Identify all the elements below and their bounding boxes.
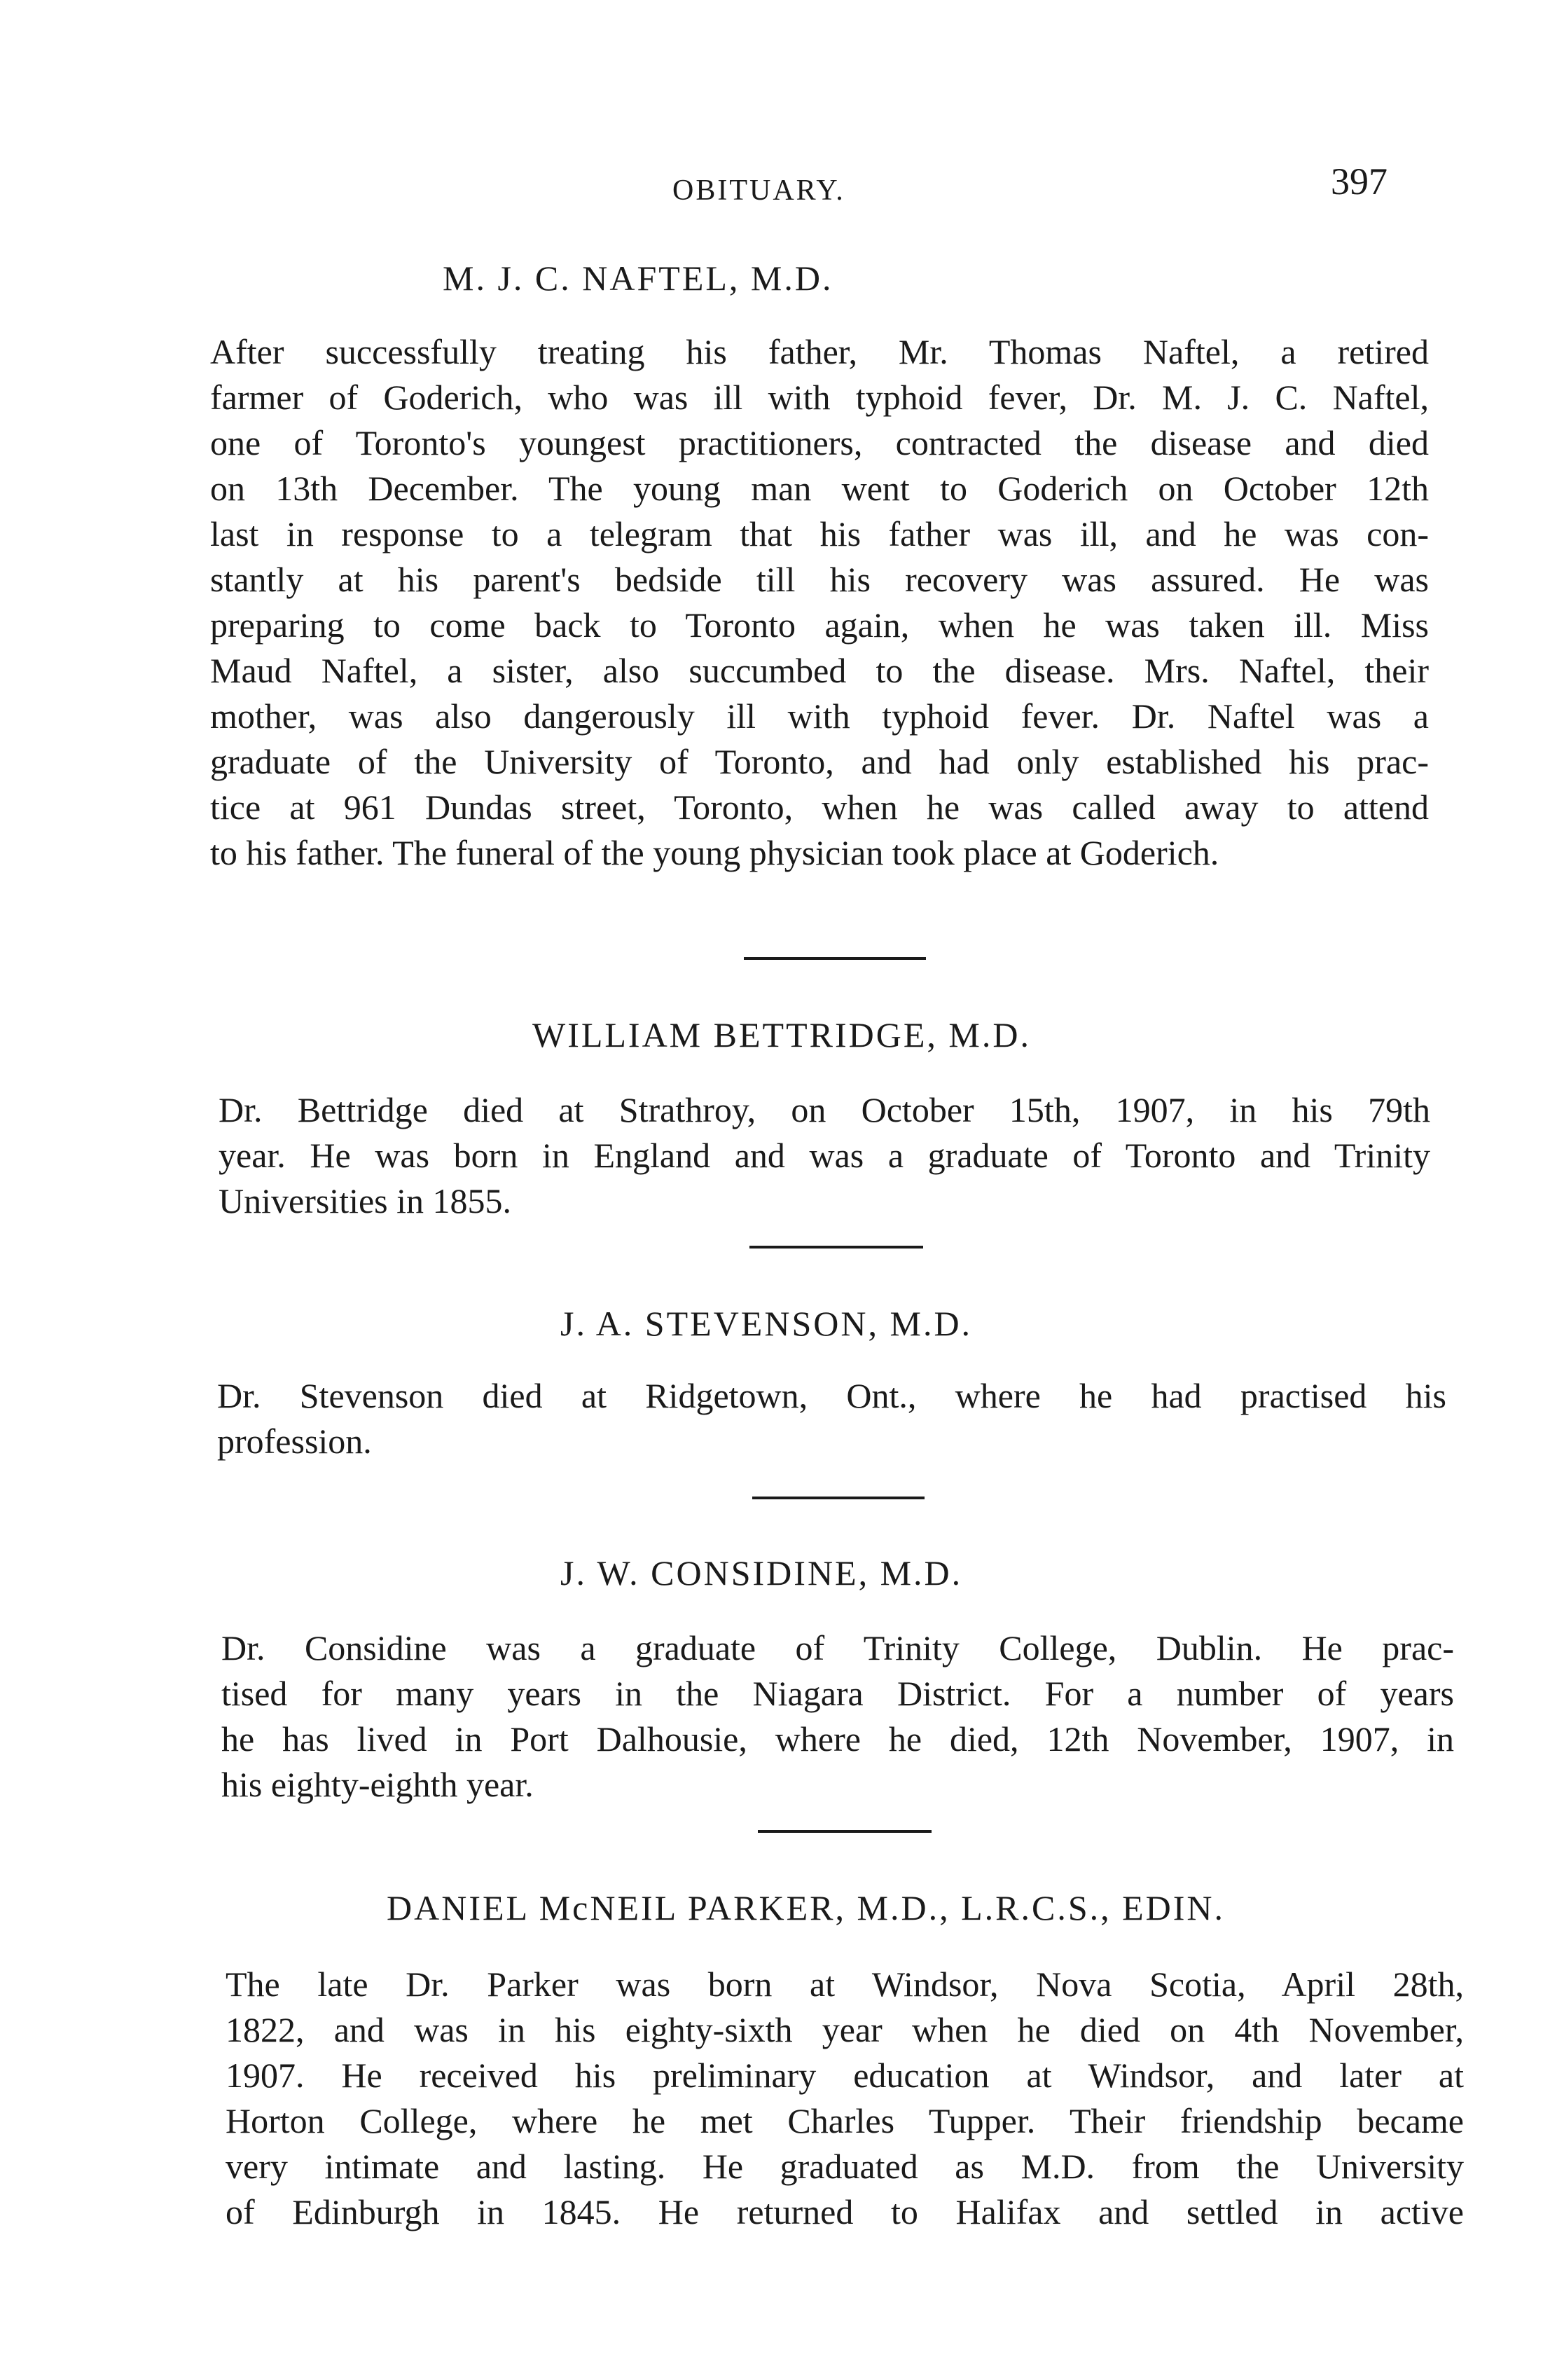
page-number: 397 <box>1331 160 1388 202</box>
text-line: year. He was born in England and was a graduate of Toronto and Trinity <box>219 1136 1430 1175</box>
text-line: one of Toronto's youngest practitioners, contracted the disease and died <box>210 423 1429 462</box>
text-line: of Edinburgh in 1845. He returned to Halifax and settled in active <box>226 2192 1464 2231</box>
text-line: Maud Naftel, a sister, also succumbed to the disease. Mrs. Naftel, their <box>210 651 1429 690</box>
text-line: 1907. He received his preliminary education at Windsor, and later at <box>226 2056 1464 2095</box>
text-line: to his father. The funeral of the young physician took place at Goderich. <box>210 833 1219 872</box>
text-line: Horton College, where he met Charles Tupper. Their friendship became <box>226 2101 1464 2140</box>
text-line: The late Dr. Parker was born at Windsor, Nova Scotia, April 28th, <box>226 1965 1464 2004</box>
text-line: his eighty-eighth year. <box>221 1765 534 1804</box>
section-divider <box>758 1830 932 1833</box>
text-line: farmer of Goderich, who was ill with typhoid fever, Dr. M. J. C. Naftel, <box>210 378 1429 417</box>
entry-heading-stevenson: J. A. STEVENSON, M.D. <box>560 1304 973 1343</box>
text-line: graduate of the University of Toronto, and had only established his prac- <box>210 742 1429 781</box>
section-divider <box>752 1497 925 1499</box>
text-line: 1822, and was in his eighty-sixth year when he died on 4th November, <box>226 2010 1464 2049</box>
entry-body-stevenson <box>217 1373 1446 1464</box>
section-divider <box>749 1246 923 1249</box>
text-line: Dr. Considine was a graduate of Trinity College, Dublin. He prac- <box>221 1628 1454 1667</box>
entry-body-parker <box>226 1962 1464 2235</box>
text-line: Dr. Bettridge died at Strathroy, on October 15th, 1907, in his 79th <box>219 1090 1430 1129</box>
text-line: tised for many years in the Niagara District. For a number of years <box>221 1674 1454 1713</box>
text-line: tice at 961 Dundas street, Toronto, when he was called away to attend <box>210 787 1429 827</box>
text-line: profession. <box>217 1422 372 1461</box>
text-line: very intimate and lasting. He graduated as M.D. from the University <box>226 2147 1464 2186</box>
entry-heading-naftel: M. J. C. NAFTEL, M.D. <box>443 259 833 298</box>
text-line: on 13th December. The young man went to Goderich on October 12th <box>210 469 1429 508</box>
section-divider <box>744 957 926 960</box>
text-line: he has lived in Port Dalhousie, where he died, 12th November, 1907, in <box>221 1719 1454 1759</box>
text-line: mother, was also dangerously ill with typhoid fever. Dr. Naftel was a <box>210 696 1429 736</box>
text-line: Dr. Stevenson died at Ridgetown, Ont., where he had practised his <box>217 1376 1446 1415</box>
entry-heading-considine: J. W. CONSIDINE, M.D. <box>560 1553 963 1593</box>
entry-heading-parker: DANIEL McNEIL PARKER, M.D., L.R.C.S., EDIN. <box>387 1888 1226 1927</box>
entry-body-bettridge <box>219 1087 1430 1224</box>
entry-heading-bettridge: WILLIAM BETTRIDGE, M.D. <box>532 1015 1031 1054</box>
text-line: After successfully treating his father, Mr. Thomas Naftel, a retired <box>210 332 1429 371</box>
text-line: Universities in 1855. <box>219 1181 512 1220</box>
entry-body-considine <box>221 1625 1454 1808</box>
running-head: OBITUARY. <box>672 174 845 207</box>
text-line: stantly at his parent's bedside till his recovery was assured. He was <box>210 560 1429 599</box>
text-line: preparing to come back to Toronto again, when he was taken ill. Miss <box>210 605 1429 645</box>
text-line: last in response to a telegram that his father was ill, and he was con- <box>210 514 1429 553</box>
entry-body-naftel <box>210 329 1429 876</box>
